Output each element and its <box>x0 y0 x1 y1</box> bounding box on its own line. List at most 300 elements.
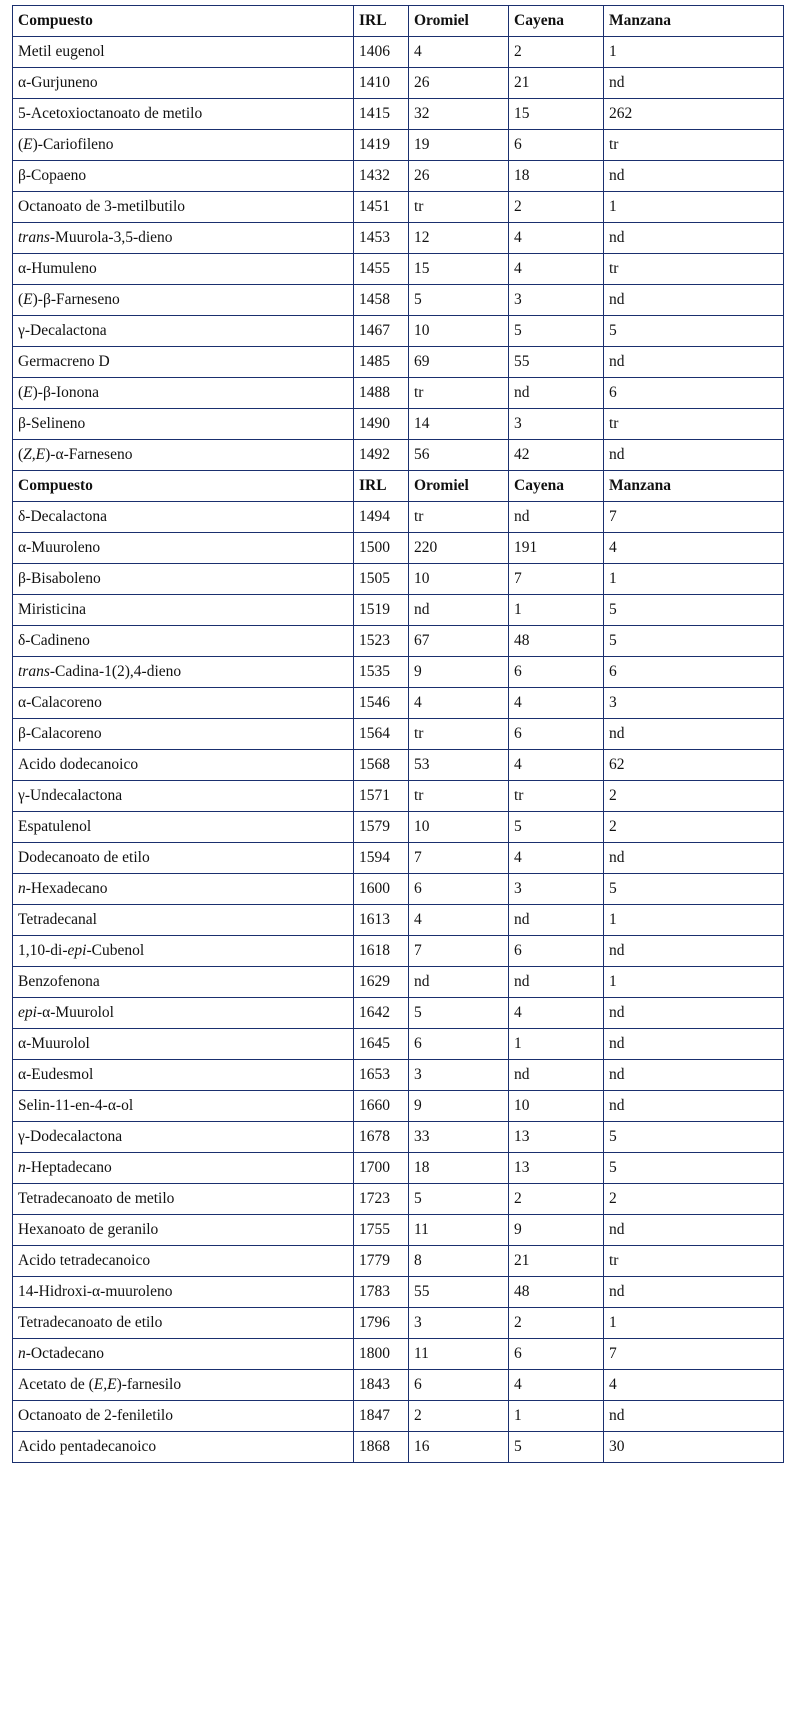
irl-cell: 1645 <box>354 1029 409 1060</box>
compound-name-cell <box>13 37 354 68</box>
table-row <box>13 285 784 316</box>
compound-name-cell <box>13 378 354 409</box>
cayena-cell: nd <box>509 378 604 409</box>
manzana-cell: 6 <box>604 378 784 409</box>
table-row <box>13 1432 784 1463</box>
cayena-cell: 2 <box>509 192 604 223</box>
irl-cell: 1467 <box>354 316 409 347</box>
table-row <box>13 192 784 223</box>
oromiel-cell: 4 <box>409 37 509 68</box>
irl-cell: 1485 <box>354 347 409 378</box>
oromiel-cell: 67 <box>409 626 509 657</box>
irl-cell: 1546 <box>354 688 409 719</box>
table-row <box>13 936 784 967</box>
irl-cell: 1455 <box>354 254 409 285</box>
irl-cell: 1500 <box>354 533 409 564</box>
oromiel-cell: 11 <box>409 1339 509 1370</box>
compound-name-cell <box>13 905 354 936</box>
compound-name-cell <box>13 967 354 998</box>
table-row <box>13 1029 784 1060</box>
table-row <box>13 781 784 812</box>
compound-name-italic: Z,E <box>23 446 46 463</box>
compound-name-cell <box>13 1246 354 1277</box>
cayena-cell: 1 <box>509 1401 604 1432</box>
cayena-cell: 6 <box>509 936 604 967</box>
table-row <box>13 347 784 378</box>
manzana-cell: nd <box>604 68 784 99</box>
compound-name-cell <box>13 316 354 347</box>
irl-cell: 1642 <box>354 998 409 1029</box>
irl-cell: 1660 <box>354 1091 409 1122</box>
table-row <box>13 719 784 750</box>
cayena-cell: 18 <box>509 161 604 192</box>
cayena-cell: nd <box>509 967 604 998</box>
manzana-cell: 5 <box>604 316 784 347</box>
cayena-cell: 3 <box>509 874 604 905</box>
irl-cell: 1755 <box>354 1215 409 1246</box>
manzana-cell: nd <box>604 1060 784 1091</box>
compound-name-cell <box>13 161 354 192</box>
table-row <box>13 130 784 161</box>
oromiel-cell: 10 <box>409 316 509 347</box>
compound-name-text: Selin-11-en-4-α-ol <box>18 1097 134 1114</box>
oromiel-cell: 10 <box>409 564 509 595</box>
compound-name-cell <box>13 1308 354 1339</box>
compound-name-italic: E <box>23 384 33 401</box>
table-row <box>13 378 784 409</box>
manzana-cell: 2 <box>604 781 784 812</box>
compound-name-text: Miristicina <box>18 601 87 618</box>
compound-name-cell <box>13 750 354 781</box>
manzana-cell: 3 <box>604 688 784 719</box>
compound-name-cell <box>13 719 354 750</box>
oromiel-cell: 69 <box>409 347 509 378</box>
compound-name-italic: n <box>18 1159 26 1176</box>
oromiel-cell: 11 <box>409 1215 509 1246</box>
cayena-cell: 21 <box>509 68 604 99</box>
oromiel-cell: 220 <box>409 533 509 564</box>
cayena-cell: 55 <box>509 347 604 378</box>
oromiel-cell: 4 <box>409 688 509 719</box>
compound-name-text: -Muurola-3,5-dieno <box>49 229 173 246</box>
table-row <box>13 657 784 688</box>
table-row <box>13 1184 784 1215</box>
cayena-cell: 21 <box>509 1246 604 1277</box>
compound-name-cell <box>13 657 354 688</box>
irl-cell: 1613 <box>354 905 409 936</box>
manzana-cell: 2 <box>604 812 784 843</box>
manzana-cell: tr <box>604 254 784 285</box>
irl-cell: 1796 <box>354 1308 409 1339</box>
irl-cell: 1488 <box>354 378 409 409</box>
compound-name-text: ( <box>18 136 24 153</box>
oromiel-cell: 7 <box>409 936 509 967</box>
compound-name-text: γ-Undecalactona <box>18 787 123 804</box>
compound-name-cell <box>13 936 354 967</box>
compound-name-text: β-Bisaboleno <box>18 570 101 587</box>
oromiel-cell: nd <box>409 967 509 998</box>
irl-cell: 1568 <box>354 750 409 781</box>
compound-name-italic: trans <box>18 229 50 246</box>
cayena-cell: 4 <box>509 998 604 1029</box>
manzana-cell: nd <box>604 347 784 378</box>
cayena-cell: 15 <box>509 99 604 130</box>
column-header-cayena: Cayena <box>509 471 604 502</box>
table-row <box>13 1401 784 1432</box>
irl-cell: 1453 <box>354 223 409 254</box>
oromiel-cell: 16 <box>409 1432 509 1463</box>
irl-cell: 1678 <box>354 1122 409 1153</box>
manzana-cell: 1 <box>604 192 784 223</box>
compound-name-text: ( <box>18 291 24 308</box>
manzana-cell: nd <box>604 998 784 1029</box>
compound-name-cell <box>13 1432 354 1463</box>
manzana-cell: nd <box>604 1029 784 1060</box>
compound-name-text: α-Calacoreno <box>18 694 102 711</box>
manzana-cell: nd <box>604 223 784 254</box>
manzana-cell: 2 <box>604 1184 784 1215</box>
compound-name-cell <box>13 347 354 378</box>
manzana-cell: nd <box>604 1401 784 1432</box>
compound-name-cell <box>13 595 354 626</box>
manzana-cell: 1 <box>604 37 784 68</box>
oromiel-cell: 32 <box>409 99 509 130</box>
compound-name-italic: E,E <box>93 1376 117 1393</box>
compound-name-cell <box>13 1370 354 1401</box>
compound-name-cell <box>13 626 354 657</box>
oromiel-cell: 56 <box>409 440 509 471</box>
irl-cell: 1629 <box>354 967 409 998</box>
oromiel-cell: tr <box>409 781 509 812</box>
cayena-cell: 42 <box>509 440 604 471</box>
compound-name-cell <box>13 781 354 812</box>
irl-cell: 1410 <box>354 68 409 99</box>
irl-cell: 1594 <box>354 843 409 874</box>
irl-cell: 1458 <box>354 285 409 316</box>
compound-name-cell <box>13 254 354 285</box>
compound-name-cell <box>13 223 354 254</box>
table-row <box>13 99 784 130</box>
table-row <box>13 905 784 936</box>
cayena-cell: 2 <box>509 37 604 68</box>
cayena-cell: 1 <box>509 595 604 626</box>
manzana-cell: 30 <box>604 1432 784 1463</box>
column-header-manzana: Manzana <box>604 6 784 37</box>
manzana-cell: 7 <box>604 502 784 533</box>
manzana-cell: nd <box>604 719 784 750</box>
compound-name-text: Octanoato de 3-metilbutilo <box>18 198 186 215</box>
compound-name-italic: epi <box>18 1004 37 1021</box>
compound-name-text: )-β-Farneseno <box>32 291 120 308</box>
compound-name-text: Espatulenol <box>18 818 92 835</box>
compound-name-text: α-Humuleno <box>18 260 97 277</box>
compound-name-italic: trans <box>18 663 50 680</box>
compound-name-cell <box>13 99 354 130</box>
table-row <box>13 1339 784 1370</box>
compound-name-cell <box>13 564 354 595</box>
oromiel-cell: 2 <box>409 1401 509 1432</box>
manzana-cell: 1 <box>604 564 784 595</box>
cayena-cell: 6 <box>509 657 604 688</box>
compound-name-cell <box>13 1029 354 1060</box>
compound-name-text: -α-Muurolol <box>36 1004 114 1021</box>
cayena-cell: 6 <box>509 130 604 161</box>
compound-name-cell <box>13 1060 354 1091</box>
manzana-cell: 62 <box>604 750 784 781</box>
compound-name-text: α-Gurjuneno <box>18 74 98 91</box>
manzana-cell: 4 <box>604 533 784 564</box>
compound-name-text: ( <box>18 384 24 401</box>
irl-cell: 1847 <box>354 1401 409 1432</box>
cayena-cell: 10 <box>509 1091 604 1122</box>
compound-name-text: Germacreno D <box>18 353 110 370</box>
column-header-irl: IRL <box>354 471 409 502</box>
oromiel-cell: 9 <box>409 657 509 688</box>
compound-name-text: ( <box>18 446 24 463</box>
compound-name-cell <box>13 192 354 223</box>
irl-cell: 1783 <box>354 1277 409 1308</box>
manzana-cell: 1 <box>604 967 784 998</box>
irl-cell: 1800 <box>354 1339 409 1370</box>
table-row <box>13 502 784 533</box>
compound-name-text: )-Cariofileno <box>32 136 114 153</box>
table-body <box>13 6 784 1463</box>
cayena-cell: 4 <box>509 750 604 781</box>
cayena-cell: 13 <box>509 1122 604 1153</box>
irl-cell: 1519 <box>354 595 409 626</box>
table-row <box>13 998 784 1029</box>
compound-name-text: Tetradecanal <box>18 911 97 928</box>
compound-name-text: )-α-Farneseno <box>45 446 133 463</box>
column-header-compuesto: Compuesto <box>13 6 354 37</box>
table-row <box>13 874 784 905</box>
cayena-cell: 4 <box>509 688 604 719</box>
oromiel-cell: 5 <box>409 1184 509 1215</box>
cayena-cell: 4 <box>509 223 604 254</box>
cayena-cell: 13 <box>509 1153 604 1184</box>
column-header-manzana: Manzana <box>604 471 784 502</box>
oromiel-cell: tr <box>409 378 509 409</box>
compound-name-italic: n <box>18 880 26 897</box>
table-row <box>13 1277 784 1308</box>
compound-name-text: Acido tetradecanoico <box>18 1252 151 1269</box>
compound-name-text: Acetato de ( <box>18 1376 94 1393</box>
manzana-cell: 6 <box>604 657 784 688</box>
oromiel-cell: 10 <box>409 812 509 843</box>
table-row <box>13 223 784 254</box>
manzana-cell: tr <box>604 130 784 161</box>
table-row <box>13 595 784 626</box>
manzana-cell: 5 <box>604 1122 784 1153</box>
compound-name-cell <box>13 502 354 533</box>
cayena-cell: 3 <box>509 409 604 440</box>
irl-cell: 1505 <box>354 564 409 595</box>
compound-name-cell <box>13 812 354 843</box>
cayena-cell: tr <box>509 781 604 812</box>
compound-name-cell <box>13 409 354 440</box>
compound-name-cell <box>13 998 354 1029</box>
table-row <box>13 688 784 719</box>
table-row <box>13 626 784 657</box>
compound-name-text: γ-Decalactona <box>18 322 107 339</box>
compound-name-text: Benzofenona <box>18 973 100 990</box>
cayena-cell: 4 <box>509 1370 604 1401</box>
cayena-cell: 9 <box>509 1215 604 1246</box>
compound-name-text: α-Eudesmol <box>18 1066 94 1083</box>
table-row <box>13 1215 784 1246</box>
table-row <box>13 1091 784 1122</box>
compound-name-text: Tetradecanoato de etilo <box>18 1314 163 1331</box>
table-row <box>13 440 784 471</box>
table-header-row <box>13 6 784 37</box>
manzana-cell: 4 <box>604 1370 784 1401</box>
compound-name-text: -Cubenol <box>86 942 145 959</box>
oromiel-cell: 15 <box>409 254 509 285</box>
manzana-cell: nd <box>604 1277 784 1308</box>
manzana-cell: 5 <box>604 626 784 657</box>
manzana-cell: nd <box>604 1091 784 1122</box>
table-row <box>13 1060 784 1091</box>
irl-cell: 1432 <box>354 161 409 192</box>
oromiel-cell: 6 <box>409 874 509 905</box>
compound-name-text: )-β-Ionona <box>32 384 100 401</box>
table-row <box>13 1153 784 1184</box>
compound-name-cell <box>13 533 354 564</box>
compound-name-text: β-Copaeno <box>18 167 87 184</box>
manzana-cell: 1 <box>604 1308 784 1339</box>
compound-name-text: δ-Decalactona <box>18 508 108 525</box>
compound-table <box>12 5 784 1463</box>
oromiel-cell: 14 <box>409 409 509 440</box>
irl-cell: 1653 <box>354 1060 409 1091</box>
oromiel-cell: 6 <box>409 1370 509 1401</box>
irl-cell: 1600 <box>354 874 409 905</box>
compound-name-cell <box>13 1339 354 1370</box>
cayena-cell: 2 <box>509 1308 604 1339</box>
compound-name-cell <box>13 843 354 874</box>
column-header-irl: IRL <box>354 6 409 37</box>
compound-name-text: α-Muurolol <box>18 1035 90 1052</box>
irl-cell: 1579 <box>354 812 409 843</box>
compound-name-text: Acido pentadecanoico <box>18 1438 157 1455</box>
compound-name-text: 5-Acetoxioctanoato de metilo <box>18 105 203 122</box>
cayena-cell: 6 <box>509 1339 604 1370</box>
oromiel-cell: 3 <box>409 1060 509 1091</box>
irl-cell: 1779 <box>354 1246 409 1277</box>
column-header-oromiel: Oromiel <box>409 6 509 37</box>
compound-name-cell <box>13 688 354 719</box>
compound-name-italic: E <box>23 291 33 308</box>
cayena-cell: nd <box>509 1060 604 1091</box>
cayena-cell: 5 <box>509 1432 604 1463</box>
table-row <box>13 750 784 781</box>
compound-name-text: -Octadecano <box>25 1345 105 1362</box>
table-row <box>13 843 784 874</box>
compound-name-cell <box>13 1122 354 1153</box>
irl-cell: 1523 <box>354 626 409 657</box>
manzana-cell: nd <box>604 843 784 874</box>
oromiel-cell: tr <box>409 719 509 750</box>
compound-name-cell <box>13 1153 354 1184</box>
compound-name-text: β-Selineno <box>18 415 86 432</box>
cayena-cell: 6 <box>509 719 604 750</box>
irl-cell: 1535 <box>354 657 409 688</box>
oromiel-cell: 8 <box>409 1246 509 1277</box>
manzana-cell: 5 <box>604 595 784 626</box>
cayena-cell: 2 <box>509 1184 604 1215</box>
oromiel-cell: 5 <box>409 285 509 316</box>
cayena-cell: 1 <box>509 1029 604 1060</box>
irl-cell: 1868 <box>354 1432 409 1463</box>
irl-cell: 1406 <box>354 37 409 68</box>
manzana-cell: 262 <box>604 99 784 130</box>
compound-name-cell <box>13 130 354 161</box>
manzana-cell: tr <box>604 1246 784 1277</box>
manzana-cell: 5 <box>604 1153 784 1184</box>
irl-cell: 1564 <box>354 719 409 750</box>
compound-name-text: Octanoato de 2-feniletilo <box>18 1407 173 1424</box>
table-row <box>13 409 784 440</box>
oromiel-cell: 33 <box>409 1122 509 1153</box>
irl-cell: 1843 <box>354 1370 409 1401</box>
compound-name-text: -Heptadecano <box>25 1159 112 1176</box>
irl-cell: 1494 <box>354 502 409 533</box>
compound-name-text: Dodecanoato de etilo <box>18 849 150 866</box>
manzana-cell: 7 <box>604 1339 784 1370</box>
compound-name-italic: E <box>23 136 33 153</box>
oromiel-cell: 3 <box>409 1308 509 1339</box>
manzana-cell: nd <box>604 285 784 316</box>
table-row <box>13 1246 784 1277</box>
oromiel-cell: 26 <box>409 68 509 99</box>
table-header-row <box>13 471 784 502</box>
compound-name-text: )-farnesilo <box>116 1376 182 1393</box>
cayena-cell: 7 <box>509 564 604 595</box>
compound-name-cell <box>13 440 354 471</box>
compound-name-text: 14-Hidroxi-α-muuroleno <box>18 1283 173 1300</box>
cayena-cell: 48 <box>509 626 604 657</box>
oromiel-cell: 9 <box>409 1091 509 1122</box>
oromiel-cell: tr <box>409 192 509 223</box>
compound-name-text: β-Calacoreno <box>18 725 102 742</box>
compound-name-text: Acido dodecanoico <box>18 756 139 773</box>
compound-name-text: Hexanoato de geranilo <box>18 1221 159 1238</box>
cayena-cell: 3 <box>509 285 604 316</box>
compound-name-cell <box>13 1277 354 1308</box>
irl-cell: 1700 <box>354 1153 409 1184</box>
column-header-compuesto: Compuesto <box>13 471 354 502</box>
manzana-cell: 1 <box>604 905 784 936</box>
cayena-cell: 191 <box>509 533 604 564</box>
oromiel-cell: 26 <box>409 161 509 192</box>
irl-cell: 1419 <box>354 130 409 161</box>
table-row <box>13 37 784 68</box>
manzana-cell: nd <box>604 440 784 471</box>
table-row <box>13 161 784 192</box>
manzana-cell: nd <box>604 161 784 192</box>
table-row <box>13 564 784 595</box>
cayena-cell: 4 <box>509 254 604 285</box>
table-row <box>13 254 784 285</box>
cayena-cell: nd <box>509 905 604 936</box>
manzana-cell: nd <box>604 1215 784 1246</box>
compound-name-cell <box>13 874 354 905</box>
cayena-cell: 4 <box>509 843 604 874</box>
table-row <box>13 533 784 564</box>
compound-name-cell <box>13 1184 354 1215</box>
compound-name-text: -Cadina-1(2),4-dieno <box>49 663 182 680</box>
compound-name-text: α-Muuroleno <box>18 539 101 556</box>
